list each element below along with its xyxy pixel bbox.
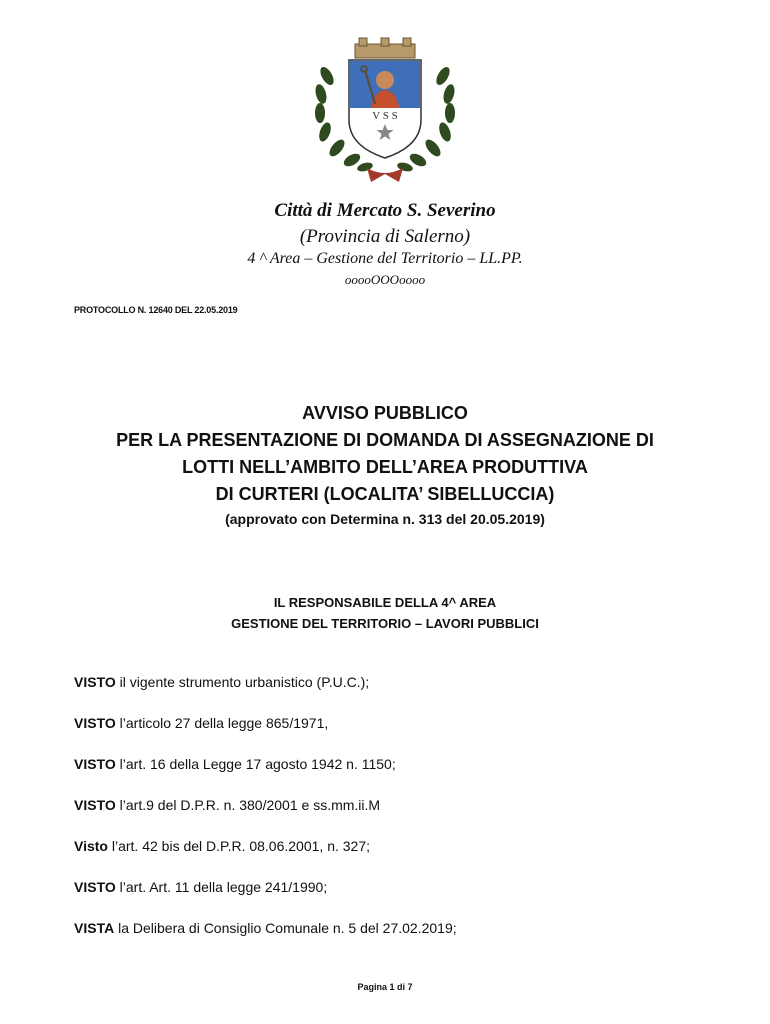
area-name: 4 ^ Area – Gestione del Territorio – LL.PP. <box>247 250 523 267</box>
protocol-number: PROTOCOLLO N. 12640 DEL 22.05.2019 <box>74 305 238 315</box>
title-line-2: PER LA PRESENTAZIONE DI DOMANDA DI ASSEGNAZIONE DI <box>116 430 654 450</box>
header-ornament: ooooOOOoooo <box>344 272 426 287</box>
province-name: (Provincia di Salerno) <box>299 226 471 247</box>
crest-letters: V S S <box>372 110 398 122</box>
title-line-4: DI CURTERI (LOCALITA’ SIBELLUCCIA) <box>215 484 555 504</box>
page-footer: Pagina 1 di 7 <box>357 982 413 992</box>
title-subtitle: (approvato con Determina n. 313 del 20.05.2019) <box>225 511 545 527</box>
city-name: Città di Mercato S. Severino <box>274 200 496 221</box>
responsible-heading <box>0 592 770 634</box>
consideration-item: VISTO l’art. 16 della Legge 17 agosto 1942 n. 1150; <box>74 756 396 772</box>
title-line-1: AVVISO PUBBLICO <box>302 403 468 423</box>
consideration-item: VISTO l’art.9 del D.P.R. n. 380/2001 e ss.mm.ii.M <box>74 797 381 813</box>
coat-of-arms-logo <box>305 36 465 186</box>
consideration-item: VISTO l’art. Art. 11 della legge 241/1990; <box>74 879 328 895</box>
consideration-item: VISTO il vigente strumento urbanistico (P.U.C.); <box>74 674 370 690</box>
responsible-line-1: IL RESPONSABILE DELLA 4^ AREA <box>273 595 497 610</box>
consideration-item: Visto l’art. 42 bis del D.P.R. 08.06.2001, n. 327; <box>74 838 371 854</box>
title-line-3: LOTTI NELL’AMBITO DELL’AREA PRODUTTIVA <box>182 457 588 477</box>
responsible-line-2: GESTIONE DEL TERRITORIO – LAVORI PUBBLICI <box>231 616 539 631</box>
consideration-item: VISTO l’articolo 27 della legge 865/1971, <box>74 715 329 731</box>
document-title <box>0 400 770 530</box>
consideration-item: VISTA la Delibera di Consiglio Comunale n. 5 del 27.02.2019; <box>74 920 457 936</box>
